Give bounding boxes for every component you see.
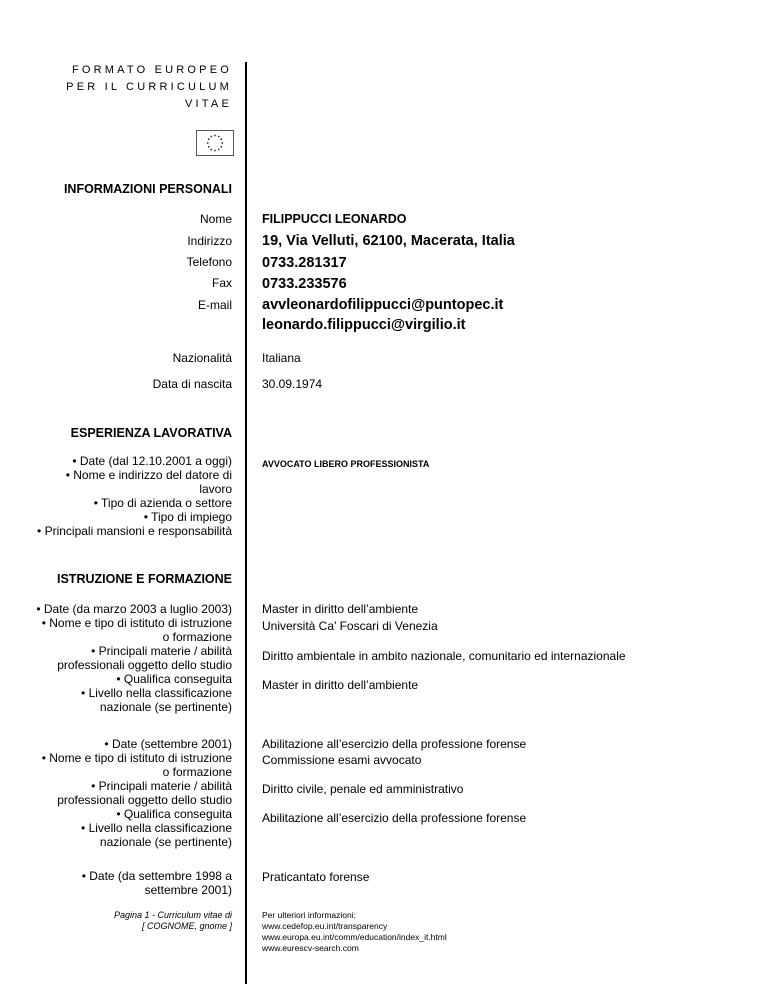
edu-label: • Qualifica conseguita — [116, 672, 232, 686]
edu-2-value-3: Diritto civile, penale ed amministrativo — [262, 782, 464, 796]
edu-label: • Livello nella classificazione — [81, 686, 232, 700]
value-nazionalita: Italiana — [262, 351, 301, 365]
title-line-1: FORMATO EUROPEO — [71, 64, 232, 76]
work-label: • Nome e indirizzo del datore di — [65, 468, 232, 482]
edu-label: • Date (da settembre 1998 a — [81, 869, 232, 883]
edu-label: • Principali materie / abilità — [91, 644, 232, 658]
footer-link[interactable]: www.europa.eu.int/comm/education/index_it.html — [262, 932, 447, 942]
footer-page-info — [40, 910, 232, 932]
edu-2-value-4: Abilitazione all’esercizio della professione forense — [262, 811, 527, 825]
footer-left-line: Pagina 1 - Curriculum vitae di — [113, 910, 232, 920]
label-email: E-mail — [197, 298, 232, 312]
work-label: • Date (dal 12.10.2001 a oggi) — [72, 454, 232, 468]
label-fax: Fax — [211, 276, 232, 290]
document-title — [50, 62, 232, 113]
title-line-2: PER IL CURRICULUM — [66, 81, 232, 93]
column-divider — [245, 62, 247, 984]
edu-1-value-2: Università Ca’ Foscari di Venezia — [262, 619, 438, 633]
work-label: • Tipo di impiego — [143, 510, 232, 524]
value-nascita: 30.09.1974 — [262, 377, 323, 391]
edu-label: • Livello nella classificazione — [81, 821, 232, 835]
label-nascita: Data di nascita — [152, 377, 232, 391]
edu-1-value-1: Master in diritto dell’ambiente — [262, 602, 419, 616]
edu-label: • Nome e tipo di istituto di istruzione — [41, 751, 232, 765]
edu-label: • Date (da marzo 2003 a luglio 2003) — [36, 602, 232, 616]
footer-left-line: [ COGNOME, gnome ] — [141, 921, 232, 931]
edu-1-value-3: Diritto ambientale in ambito nazionale, comunitario ed internazionale — [262, 649, 626, 663]
footer-link[interactable]: www.eurescv-search.com — [262, 943, 359, 953]
work-label: • Principali mansioni e responsabilità — [37, 524, 232, 538]
value-indirizzo: 19, Via Velluti, 62100, Macerata, Italia — [262, 233, 515, 249]
footer-link[interactable]: www.cedefop.eu.int/transparency — [262, 921, 388, 931]
title-line-3: VITAE — [185, 98, 232, 110]
edu-label: professionali oggetto dello studio — [57, 793, 232, 807]
value-fax: 0733.233576 — [262, 276, 347, 292]
label-nome: Nome — [199, 212, 232, 226]
value-email-1[interactable]: avvleonardofilippucci@puntopec.it — [262, 297, 504, 313]
edu-label: o formazione — [162, 765, 232, 779]
edu-3-value-1: Praticantato forense — [262, 870, 370, 884]
value-nome: FILIPPUCCI LEONARDO — [262, 212, 407, 226]
label-indirizzo: Indirizzo — [187, 234, 232, 248]
work-labels — [20, 454, 232, 538]
edu-label: • Nome e tipo di istituto di istruzione — [41, 616, 232, 630]
footer-more-info — [262, 910, 447, 954]
edu-label: nazionale (se pertinente) — [99, 700, 232, 714]
section-work: ESPERIENZA LAVORATIVA — [70, 426, 232, 440]
edu-block-1-labels — [20, 602, 232, 714]
section-personal: INFORMAZIONI PERSONALI — [63, 182, 232, 196]
edu-label: settembre 2001) — [144, 883, 232, 897]
edu-label: nazionale (se pertinente) — [99, 835, 232, 849]
footer-right-line: Per ulteriori informazioni: — [262, 910, 357, 920]
edu-1-value-4: Master in diritto dell’ambiente — [262, 678, 419, 692]
label-telefono: Telefono — [186, 255, 232, 269]
section-education: ISTRUZIONE E FORMAZIONE — [57, 572, 232, 586]
edu-label: • Principali materie / abilità — [91, 779, 232, 793]
work-value: AVVOCATO LIBERO PROFESSIONISTA — [262, 459, 430, 469]
edu-label: professionali oggetto dello studio — [57, 658, 232, 672]
work-label: lavoro — [199, 482, 232, 496]
edu-2-value-2: Commissione esami avvocato — [262, 753, 422, 767]
edu-label: • Qualifica conseguita — [116, 807, 232, 821]
edu-block-2-labels — [20, 737, 232, 849]
value-telefono: 0733.281317 — [262, 255, 347, 271]
eu-flag-icon — [196, 130, 234, 156]
value-email-2[interactable]: leonardo.filippucci@virgilio.it — [262, 317, 466, 333]
edu-label: o formazione — [162, 630, 232, 644]
work-label: • Tipo di azienda o settore — [93, 496, 232, 510]
edu-label: • Date (settembre 2001) — [104, 737, 232, 751]
edu-block-3-labels — [20, 869, 232, 897]
label-nazionalita: Nazionalità — [172, 351, 232, 365]
edu-2-value-1: Abilitazione all’esercizio della professione forense — [262, 737, 527, 751]
